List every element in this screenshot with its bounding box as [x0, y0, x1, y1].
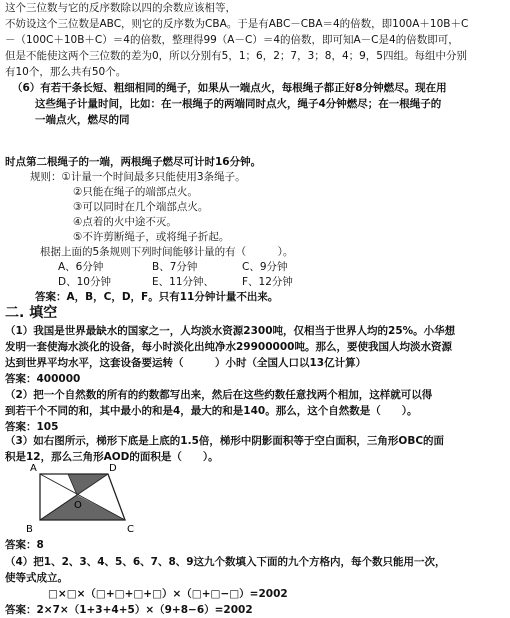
- trapezoid-figure: [22, 462, 142, 534]
- problem-6-line-4: 时点第二根绳子的一端，两根绳子燃尽可计时16分钟。: [5, 156, 262, 168]
- answer-fill-4: 答案：2×7×（1+3+4+5）×（9+8−6）=2002: [5, 604, 253, 616]
- problem-6-line-2: 这些绳子计量时间，比如：在一根绳子的两端同时点火，绳子4分钟燃尽；在一根绳子的: [35, 98, 442, 110]
- option-c: C、9分钟: [242, 261, 288, 273]
- fill-3-line-1: （3）如右图所示，梯形下底是上底的1.5倍，梯形中阴影面积等于空白面积，三角形OBC的面: [5, 435, 445, 447]
- rule-5: ⑤不许剪断绳子，或将绳子折起。: [73, 231, 230, 243]
- fill-2-line-2: 到若干个不同的和，其中最小的和是4，最大的和是140。那么，这个自然数是（ ）。: [5, 405, 418, 417]
- problem-6-line-1: （6）有若干条长短、粗细相同的绳子，如果从一端点火，每根绳子都正好8分钟燃尽。现在用: [12, 82, 447, 94]
- fill-2-line-1: （2）把一个自然数的所有的约数都写出来，然后在这些约数任意找两个相加，这样就可以得: [5, 389, 433, 401]
- option-a: A、6分钟: [58, 261, 104, 273]
- fill-4-line-2: 使等式成立。: [5, 572, 68, 584]
- answer-fill-2: 答案：105: [5, 421, 59, 433]
- fill-1-line-1: （1）我国是世界最缺水的国家之一，人均淡水资源2300吨，仅相当于世界人均的25%。小华想: [5, 325, 456, 337]
- text-line-1: 这个三位数与它的反序数除以四的余数应该相等，: [5, 2, 236, 14]
- fill-1-line-2: 发明一套使海水淡化的设备，每小时淡化出纯净水29900000吨。那么，要使我国人均淡水资源: [5, 341, 452, 353]
- text-line-3: －（100C＋10B＋C）＝4的倍数，整理得99（A－C）＝4的倍数，即可知A－C是4的倍数即可，: [5, 34, 459, 46]
- rule-3: ③可以同时在几个端部点火。: [73, 201, 209, 213]
- vertex-label-c: C: [127, 524, 134, 534]
- fill-1-line-3: 达到世界平均水平，这套设备要运转（ ）小时（全国人口以13亿计算）: [5, 357, 367, 369]
- option-d: D、10分钟: [58, 276, 111, 288]
- text-line-5: 有10个，那么共有50个。: [5, 66, 127, 78]
- question-prompt: 根据上面的5条规则下列时间能够计量的有（ ）。: [40, 246, 294, 258]
- equation-boxes: □×□×（□+□+□+□）×（□+□−□）=2002: [48, 588, 288, 600]
- vertex-label-a: A: [30, 463, 37, 474]
- shaded-triangle-bottom: [40, 495, 125, 520]
- vertex-label-b: B: [26, 524, 33, 534]
- fill-4-line-1: （4）把1、2、3、4、5、6、7、8、9这九个数填入下面的九个方格内，每个数只能用一次，: [5, 556, 446, 568]
- answer-6: 答案：A，B，C，D，F。只有11分钟计量不出来。: [35, 291, 279, 303]
- option-e: E、11分钟、: [152, 276, 214, 288]
- answer-fill-1: 答案：400000: [5, 373, 81, 385]
- center-label-o: O: [74, 500, 82, 511]
- rule-1: 规则：①计量一个时间最多只能使用3条绳子。: [30, 171, 246, 183]
- rule-4: ④点着的火中途不灭。: [73, 216, 177, 228]
- answer-fill-3: 答案：8: [5, 539, 44, 551]
- section-heading-fill-in: 二. 填空: [5, 305, 58, 321]
- fill-3-line-2: 积是12，那么三角形AOD的面积是（ ）。: [5, 451, 219, 463]
- rule-2: ②只能在绳子的端部点火。: [73, 186, 198, 198]
- text-line-2: 不妨设这个三位数是ABC，则它的反序数为CBA。于是有ABC－CBA＝4的倍数，即100A＋10B＋C: [5, 18, 469, 30]
- vertex-label-d: D: [109, 463, 117, 474]
- option-f: F、12分钟: [242, 276, 293, 288]
- option-b: B、7分钟: [152, 261, 198, 273]
- problem-6-line-3: 一端点火，燃尽的同: [35, 114, 130, 126]
- shaded-triangle-top: [68, 474, 108, 495]
- text-line-4: 但是不能使这两个三位数的差为0，所以分别有5，1；6，2；7，3；8，4；9，5四组。每组中分别: [5, 50, 467, 62]
